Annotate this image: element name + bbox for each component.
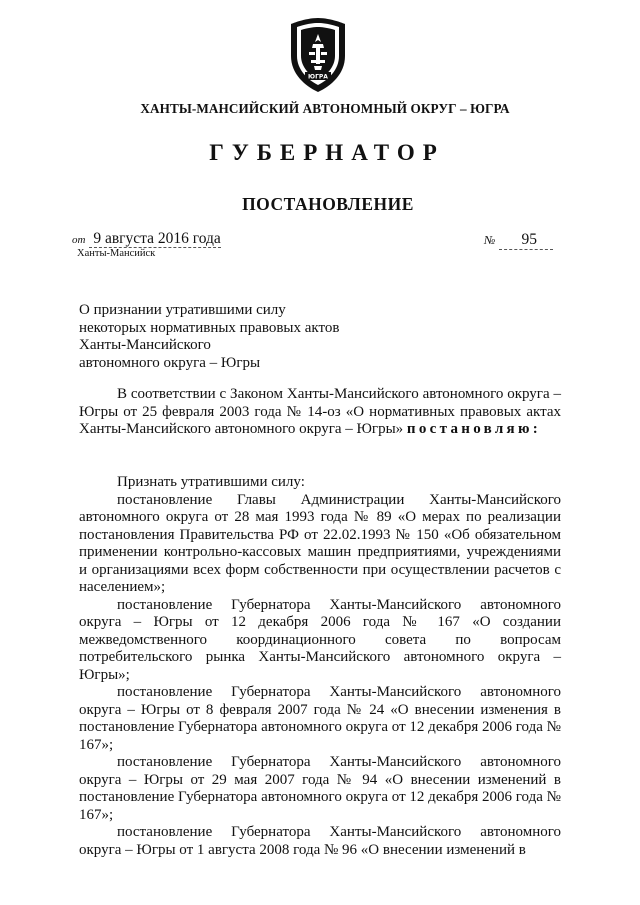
document-date: 9 августа 2016 года (89, 231, 220, 248)
preamble (79, 386, 561, 439)
list-item: постановление Главы Администрации Ханты-Мансийского автономного округа от 28 мая 1993 года № 89 «О мерах по реализации постановления Правительства РФ от 22.02.1993 № 150 «Об обязательном применении контрольно-кассовых машин предприятиями, учреждениями и организациями всех форм собственности при осуществлении расчетов с населением»; (79, 491, 561, 595)
title-line: некоторых нормативных правовых актов (79, 319, 340, 336)
document-type: ПОСТАНОВЛЕНИЕ (242, 194, 414, 214)
list-item: постановление Губернатора Ханты-Мансийского автономного округа – Югры от 29 мая 2007 года № 94 «О внесении изменений в постановление Губернатора автономного округа от 12 декабря 2006 года № 167»; (79, 754, 561, 823)
list-item: постановление Губернатора Ханты-Мансийского автономного округа – Югры от 8 февраля 2007 года № 24 «О внесении изменения в постановление Губернатора автономного округа от 12 декабря 2006 года № 167»; (79, 684, 561, 753)
emblem-text: ЮГРА (308, 73, 328, 81)
title-line: автономного округа – Югры (79, 354, 261, 371)
list-item: постановление Губернатора Ханты-Мансийского автономного округа – Югры от 12 декабря 2006 года № 167 «О создании межведомственного координационного совета по вопросам потребительского рынка Ханты-Мансийского автономного округа – Югры»; (79, 596, 561, 683)
number-prefix: № (484, 233, 496, 247)
coat-of-arms-icon (283, 16, 353, 94)
date-prefix: от (72, 234, 86, 246)
number-line (484, 231, 553, 250)
decree-word: постановляю: (406, 421, 542, 437)
title-line: О признании утратившими силу (79, 302, 286, 318)
preamble-text: В соответствии с Законом Ханты-Мансийского автономного округа – Югры от 25 февраля 2003 года № 14-оз «О нормативных правовых актах Ханты-Мансийского автономного округа – Югры» (79, 386, 561, 437)
repealed-acts-list (79, 474, 561, 859)
date-line (72, 230, 221, 248)
preamble-paragraph (79, 386, 561, 439)
title-line: Ханты-Мансийского (79, 337, 211, 353)
document-title (79, 302, 379, 372)
issue-city: Ханты-Мансийск (77, 248, 156, 259)
list-item: постановление Губернатора Ханты-Мансийского автономного округа – Югры от 1 августа 2008 года № 96 «О внесении изменений в (79, 824, 561, 858)
region-name: ХАНТЫ-МАНСИЙСКИЙ АВТОНОМНЫЙ ОКРУГ – ЮГРА (140, 101, 510, 116)
authority-title: ГУБЕРНАТОР (209, 140, 445, 165)
list-heading: Признать утратившими силу: (117, 474, 305, 490)
document-number: 95 (499, 231, 553, 250)
